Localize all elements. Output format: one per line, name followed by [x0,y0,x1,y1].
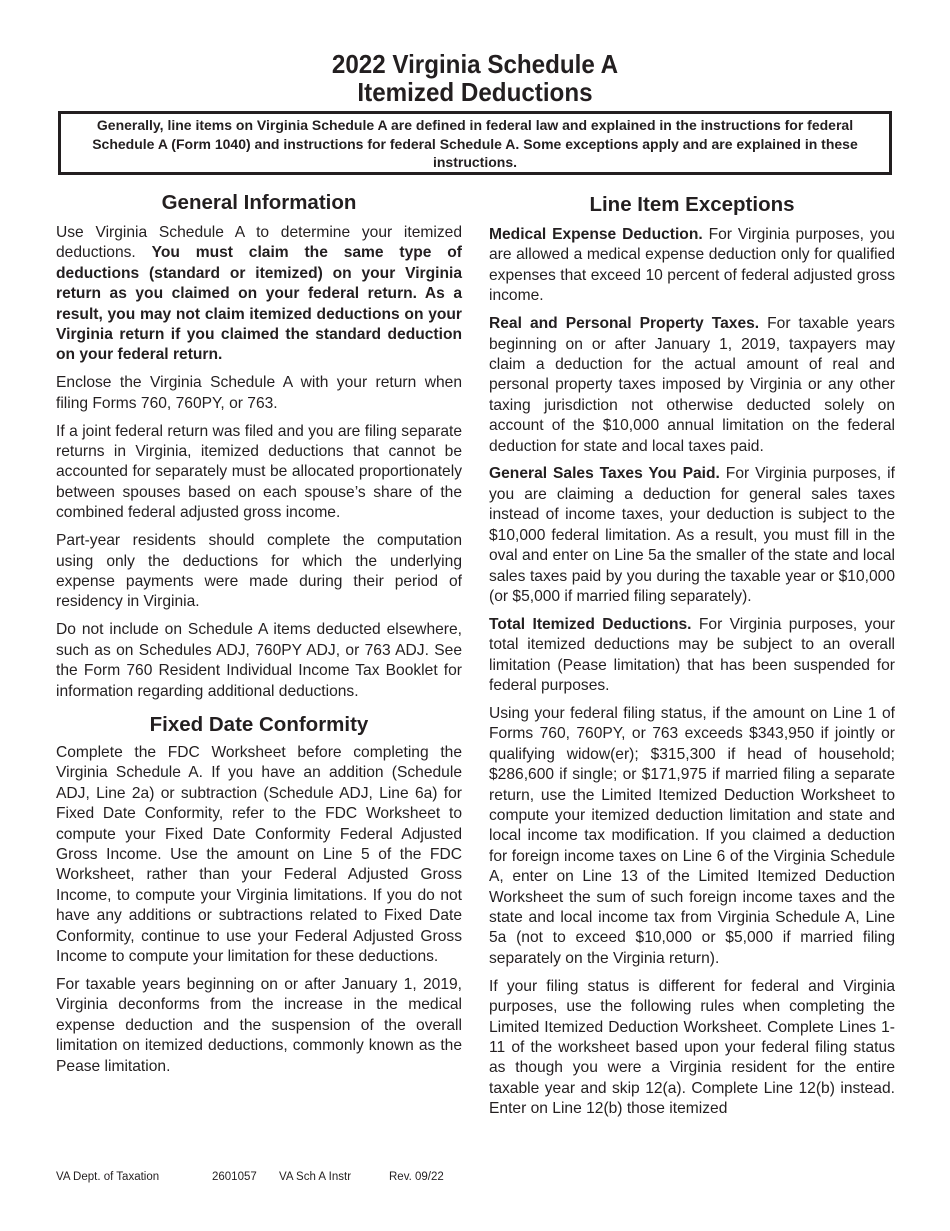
general-information-section [56,190,462,702]
section-heading-line-item-exceptions: Line Item Exceptions [589,193,795,216]
right-column [489,190,895,1127]
document-title [33,50,917,106]
section-heading-fixed-date-conformity: Fixed Date Conformity [149,712,369,736]
notice-text: Generally, line items on Virginia Schedule A are defined in federal law and explained in the instructions for federal Schedule A (Form 1040) and instructions for federal Schedule A. Some exceptions apply and are explained in these instructions. [92,117,858,170]
paragraph: Complete the FDC Worksheet before completing the Virginia Schedule A. If you have an addition (Schedule ADJ, Line 2a) or subtraction (Schedule ADJ, Line 6a) for Fixed Date Conformity, refer to the FDC Worksheet to compute your Fixed Date Conformity Federal Adjusted Gross Income. Use the amount on Line 5 of the FDC Worksheet, rather than your Federal Adjusted Gross Income, to compute your Virginia limitations. If you do not have any additions or subtractions related to Fixed Date Conformity, continue to use your Federal Adjusted Gross Income to compute your limitation for these deductions. [56,743,462,965]
fixed-date-conformity-section [56,712,462,1077]
sales-taxes-paragraph [489,464,895,607]
footer-form-number: 2601057 [212,1171,257,1183]
total-itemized-paragraph [489,615,895,697]
paragraph-text: For taxable years beginning on or after January 1, 2019, taxpayers may claim a deduction for the actual amount of real and personal property taxes imposed by Virginia or any other taxing jurisdiction not otherwise deducted solely on account of the $10,000 annual limitation on the federal deduction for state and local taxes paid. [489,315,895,455]
paragraph-text: For Virginia purposes, if you are claiming a deduction for general sales taxes instead of income taxes, your deduction is subject to the $10,000 federal limitation. As a result, you must fill in the oval and enter on Line 5a the smaller of the state and local sales taxes paid by you during the taxable year or $10,000 (or $5,000 if married filing separately). [489,465,895,605]
paragraph-label: General Sales Taxes You Paid. [489,465,720,483]
paragraph: Using your federal filing status, if the amount on Line 1 of Forms 760, 760PY, or 763 exceeds $343,950 if jointly or qualifying widow(er); $315,300 if head of household; $286,600 if single; or $171,975 if married filing a separate return, use the Limited Itemized Deduction Worksheet to compute your itemized deduction limitation and state and local income tax modification. If you claimed a deduction for foreign income taxes on Line 6 of the Virginia Schedule A, enter on Line 13 of the Limited Itemized Deduction Worksheet the sum of such foreign income taxes and the state and local income tax from Virginia Schedule A, Line 5a (not to exceed $10,000 or $5,000 if married filing separately on the Virginia return). [489,704,895,967]
paragraph-text: For Virginia purposes, your total itemized deductions may be subject to an overall limitation (Pease limitation) that has been suspended for federal purposes. [489,615,895,695]
paragraph: For taxable years beginning on or after January 1, 2019, Virginia deconforms from the increase in the medical expense deduction and the suspension of the overall limitation on itemized deductions, commonly known as the Pease limitation. [56,975,462,1075]
paragraph: If your filing status is different for federal and Virginia purposes, use the following rules when completing the Limited Itemized Deduction Worksheet. Complete Lines 1-11 of the worksheet based upon your federal filing status as though you were a Virginia resident for the entire taxable year and skip 12(a). Complete Line 12(b) instead. Enter on Line 12(b) those itemized [489,977,895,1118]
paragraph-bold-text: You must claim the same type of deductions (standard or itemized) on your Virginia return as you claimed on your federal return. As a result, you may not claim itemized deductions on your Virginia return if you claimed the standard deduction on your federal return. [56,244,463,364]
footer-revision: Rev. 09/22 [389,1171,444,1183]
footer-department: VA Dept. of Taxation [56,1171,160,1183]
paragraph [56,223,462,366]
paragraph-label: Total Itemized Deductions. [489,615,692,633]
notice-box [58,111,892,175]
paragraph: If a joint federal return was filed and you are filing separate returns in Virginia, itemized deductions that cannot be accounted for separately must be allocated proportionately between spouses based on each spouse’s share of the combined federal adjusted gross income. [56,422,462,522]
footer-form-name: VA Sch A Instr [279,1171,352,1183]
title-line-2: Itemized Deductions [357,77,593,107]
property-taxes-paragraph [489,314,895,457]
paragraph: Enclose the Virginia Schedule A with your return when filing Forms 760, 760PY, or 763. [56,374,462,412]
paragraph: Part-year residents should complete the computation using only the deductions for which the underlying expense payments were made during their period of residency in Virginia. [56,532,462,611]
paragraph-label: Medical Expense Deduction. [489,226,703,243]
paragraph-label: Real and Personal Property Taxes. [489,315,760,333]
paragraph-text: For Virginia purposes, you are allowed a medical expense deduction only for qualified expenses that exceed 10 percent of federal adjusted gross income. [489,226,895,305]
medical-expense-paragraph [489,225,895,307]
paragraph: Do not include on Schedule A items deducted elsewhere, such as on Schedules ADJ, 760PY ADJ, or 763 ADJ. See the Form 760 Resident Individual Income Tax Booklet for information regarding additional deductions. [56,621,462,700]
paragraph-text: Use Virginia Schedule A to determine your itemized deductions. [56,224,462,262]
title-line-1: 2022 Virginia Schedule A [331,49,619,79]
page-footer [56,1171,444,1231]
left-column [56,190,462,1084]
section-heading-general-information: General Information [161,191,357,214]
